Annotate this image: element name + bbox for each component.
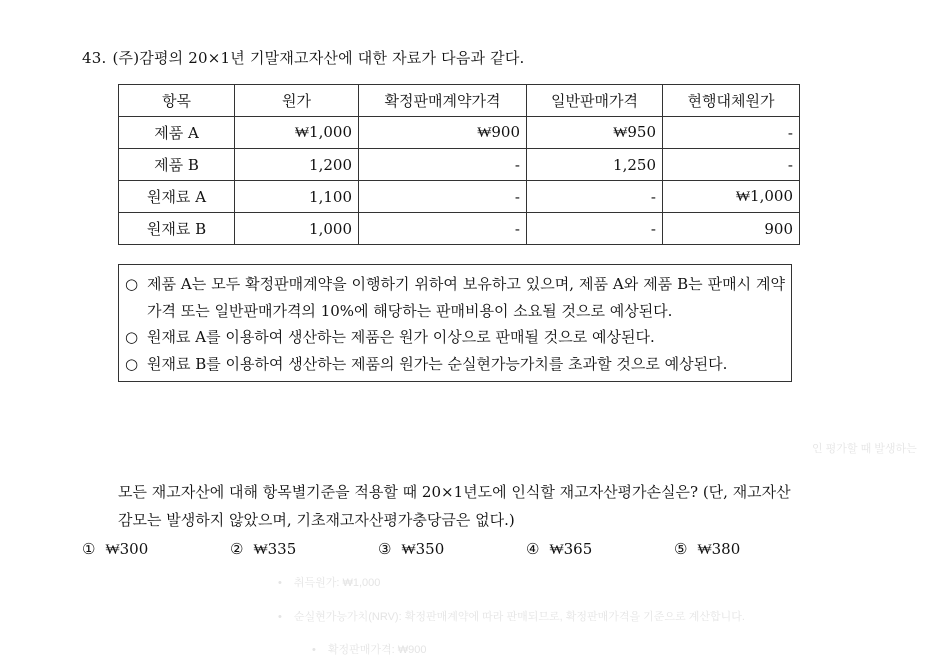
question-number: 43. bbox=[82, 49, 107, 67]
table-cell: 1,200 bbox=[235, 149, 359, 181]
table-cell: 제품 A bbox=[119, 117, 235, 149]
condition-item bbox=[125, 271, 785, 324]
choice-1[interactable] bbox=[82, 540, 230, 559]
table-row bbox=[119, 149, 800, 181]
choice-mark: ② bbox=[230, 540, 244, 558]
faded-bullet: • 확정판매가격: ₩900 bbox=[312, 641, 426, 657]
header-item: 항목 bbox=[119, 85, 235, 117]
choice-text: ₩380 bbox=[697, 540, 741, 558]
conditions-box bbox=[118, 264, 792, 382]
choice-mark: ④ bbox=[526, 540, 540, 558]
header-cost: 원가 bbox=[235, 85, 359, 117]
condition-text: 제품 A는 모두 확정판매계약을 이행하기 위하여 보유하고 있으며, 제품 A와 제품 B는 판매시 계약가격 또는 일반판매가격의 10%에 해당하는 판매비용이 소요될 것으로 예상된다. bbox=[147, 275, 785, 320]
circle-bullet-icon: ○ bbox=[125, 354, 139, 373]
choice-4[interactable] bbox=[526, 540, 674, 559]
header-general-price: 일반판매가격 bbox=[527, 85, 663, 117]
choice-text: ₩335 bbox=[253, 540, 297, 558]
table-cell: - bbox=[663, 117, 800, 149]
table-cell: - bbox=[663, 149, 800, 181]
table-cell: ₩950 bbox=[527, 117, 663, 149]
condition-text: 원재료 B를 이용하여 생산하는 제품의 원가는 순실현가능가치를 초과할 것으로 예상된다. bbox=[147, 354, 728, 373]
question-title bbox=[82, 47, 525, 68]
choice-text: ₩350 bbox=[401, 540, 445, 558]
table-row bbox=[119, 117, 800, 149]
table-cell: ₩1,000 bbox=[663, 181, 800, 213]
table-cell: - bbox=[359, 213, 527, 245]
table-cell: 원재료 B bbox=[119, 213, 235, 245]
choice-2[interactable] bbox=[230, 540, 378, 559]
choice-text: ₩300 bbox=[105, 540, 149, 558]
answer-choices bbox=[82, 540, 822, 559]
table-cell: ₩900 bbox=[359, 117, 527, 149]
choice-mark: ① bbox=[82, 540, 96, 558]
table-cell: - bbox=[359, 149, 527, 181]
question-title-text: (주)감평의 20×1년 기말재고자산에 대한 자료가 다음과 같다. bbox=[112, 49, 525, 67]
circle-bullet-icon: ○ bbox=[125, 275, 139, 293]
choice-5[interactable] bbox=[674, 540, 822, 559]
choice-3[interactable] bbox=[378, 540, 526, 559]
faded-bullet: • 순실현가능가치(NRV): 확정판매계약에 따라 판매되므로, 확정판매가격을 기준으로 계산합니다. bbox=[278, 608, 745, 624]
table-header-row bbox=[119, 85, 800, 117]
table-cell: ₩1,000 bbox=[235, 117, 359, 149]
table-cell: 900 bbox=[663, 213, 800, 245]
choice-mark: ③ bbox=[378, 540, 392, 558]
inventory-table bbox=[118, 84, 800, 245]
condition-text: 원재료 A를 이용하여 생산하는 제품은 원가 이상으로 판매될 것으로 예상된다. bbox=[147, 328, 655, 346]
header-contract-price: 확정판매계약가격 bbox=[359, 85, 527, 117]
table-cell: 원재료 A bbox=[119, 181, 235, 213]
table-cell: - bbox=[527, 213, 663, 245]
table-cell: - bbox=[527, 181, 663, 213]
question-prompt: 모든 재고자산에 대해 항목별기준을 적용할 때 20×1년도에 인식할 재고자산평가손실은? (단, 재고자산 감모는 발생하지 않았으며, 기초재고자산평가충당금은 없다.) bbox=[118, 483, 791, 529]
choice-text: ₩365 bbox=[549, 540, 593, 558]
table-cell: - bbox=[359, 181, 527, 213]
condition-item bbox=[125, 324, 785, 351]
table-row bbox=[119, 213, 800, 245]
table-cell: 1,250 bbox=[527, 149, 663, 181]
table-cell: 제품 B bbox=[119, 149, 235, 181]
table-cell: 1,100 bbox=[235, 181, 359, 213]
faded-side-text: 인 평가할 때 발생하는 bbox=[812, 443, 917, 455]
circle-bullet-icon: ○ bbox=[125, 328, 139, 346]
header-replacement-cost: 현행대체원가 bbox=[663, 85, 800, 117]
faded-bullet: • 취득원가: ₩1,000 bbox=[278, 574, 380, 590]
table-cell: 1,000 bbox=[235, 213, 359, 245]
table-row bbox=[119, 181, 800, 213]
choice-mark: ⑤ bbox=[674, 540, 688, 558]
condition-item bbox=[125, 351, 785, 378]
